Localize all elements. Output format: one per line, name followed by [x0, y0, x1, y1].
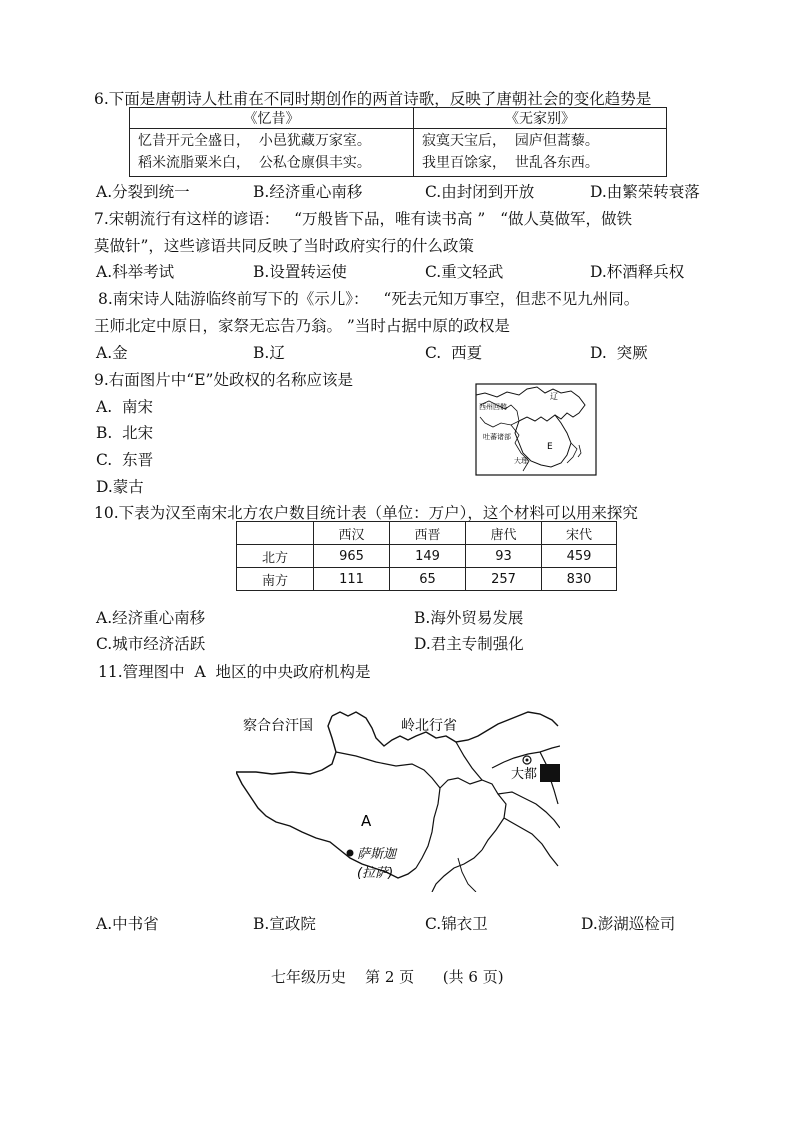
q11-stem: 11.管理图中 A 地区的中央政府机构是 [98, 663, 371, 681]
table-cell: 257 [466, 568, 542, 591]
q6-option-a: A.分裂到统一 [96, 183, 190, 201]
map-border-south [236, 772, 416, 878]
table-cell: 111 [314, 568, 390, 591]
map-sakya-marker [347, 850, 354, 857]
table-cell: 宋代 [542, 522, 617, 545]
q7-stem-line2: 莫做针”，这些谚语共同反映了当时政府实行的什么政策 [94, 237, 474, 255]
poem-left-line2: 稻米流脂粟米白， 公私仓廪俱丰实。 [138, 155, 371, 171]
q10-stem: 10.下表为汉至南宋北方农户数目统计表（单位：万户），这个材料可以用来探究 [94, 504, 638, 522]
map-border-gansu [456, 742, 482, 780]
table-cell: 南方 [237, 568, 314, 591]
map-label-xizhou: 西州回鹘 [479, 403, 507, 411]
map-label-e: E [547, 442, 553, 452]
q7-stem-line1: 7.宋朝流行有这样的谚语： “万般皆下品，唯有读书高 ” “做人莫做军，做铁 [94, 210, 633, 228]
poem-right-line2: 我里百馀家， 世乱各东西。 [422, 155, 599, 171]
table-cell: 93 [466, 545, 542, 568]
poem-right-line1: 寂寞天宝后， 园庐但蒿藜。 [422, 133, 599, 149]
q11-option-a: A.中书省 [96, 915, 159, 933]
map-label-a: A [361, 812, 372, 830]
q11-yuan-map [236, 708, 560, 892]
map-label-chagatai: 察合台汗国 [243, 718, 313, 734]
map-border-southwest [458, 858, 476, 892]
q9-option-c: C. 东晋 [96, 451, 154, 469]
map-frame [476, 384, 596, 475]
table-cell: 北方 [237, 545, 314, 568]
q6-option-d: D.由繁荣转衰落 [590, 183, 700, 201]
map-label-sakya: 萨斯迦 [357, 847, 397, 862]
page-footer: 七年级历史 第 2 页 (共 6 页) [271, 968, 504, 986]
q11-option-c: C.锦衣卫 [425, 915, 488, 933]
map-label-lhasa: (拉萨) [357, 866, 394, 881]
q11-option-b: B.宣政院 [253, 915, 316, 933]
q8-stem-line2: 王师北定中原日，家祭无忘告乃翁。 ”当时占据中原的政权是 [94, 317, 510, 335]
q10-option-c: C.城市经济活跃 [96, 635, 206, 653]
map-border-a-north [336, 752, 440, 788]
table-cell: 459 [542, 545, 617, 568]
table-cell: 唐代 [466, 522, 542, 545]
q11-option-d: D.澎湖巡检司 [581, 915, 676, 933]
poem-left-line1: 忆昔开元全盛日， 小邑犹藏万家室。 [138, 133, 371, 149]
poem-right-title: 《无家别》 [414, 108, 667, 129]
map-border-huguang [504, 818, 558, 866]
q6-stem: 6.下面是唐朝诗人杜甫在不同时期创作的两首诗歌，反映了唐朝社会的变化趋势是 [94, 90, 652, 108]
q9-stem: 9.右面图片中“E”处政权的名称应该是 [94, 371, 353, 389]
table-cell: 149 [390, 545, 466, 568]
map-border-a-east [416, 788, 440, 868]
q9-option-b: B. 北宋 [96, 424, 154, 442]
q6-poem-table [129, 107, 667, 177]
table-cell: 965 [314, 545, 390, 568]
q10-option-d: D.君主专制强化 [414, 635, 524, 653]
map-dadu-block [540, 764, 560, 782]
q8-option-d: D. 突厥 [590, 344, 648, 362]
map-border-shaanxi [498, 792, 560, 828]
q9-option-d: D.蒙古 [96, 478, 144, 496]
map-label-dadu: 大都 [511, 767, 538, 782]
map-label-liao: 辽 [550, 392, 558, 401]
table-row [237, 545, 617, 568]
q7-option-c: C.重文轻武 [425, 263, 504, 281]
map-label-lingbei: 岭北行省 [401, 718, 457, 734]
table-header-row [237, 522, 617, 545]
map-border-yunnan [432, 850, 482, 892]
table-cell: 西汉 [314, 522, 390, 545]
table-row [237, 568, 617, 591]
q8-stem-line1: 8.南宋诗人陆游临终前写下的《示儿》： “死去元知万事空，但悲不见九州同。 [98, 290, 640, 308]
poem-left-title: 《忆昔》 [130, 108, 414, 129]
q8-option-b: B.辽 [253, 344, 285, 362]
poem-right-body [414, 129, 667, 177]
map-label-dali: 大理 [514, 457, 528, 465]
poem-left-body [130, 129, 414, 177]
table-cell: 西晋 [390, 522, 466, 545]
q10-household-table [236, 521, 617, 591]
q7-option-d: D.杯酒释兵权 [590, 263, 685, 281]
map-dadu-marker-dot [526, 759, 529, 762]
table-cell: 65 [390, 568, 466, 591]
q7-option-b: B.设置转运使 [253, 263, 347, 281]
q6-option-c: C.由封闭到开放 [425, 183, 535, 201]
q9-option-a: A. 南宋 [96, 398, 153, 416]
map-label-tubo: 吐蕃诸部 [483, 433, 511, 441]
table-cell [237, 522, 314, 545]
table-cell: 830 [542, 568, 617, 591]
q8-option-c: C. 西夏 [425, 344, 483, 362]
q10-option-b: B.海外贸易发展 [414, 609, 524, 627]
q6-option-b: B.经济重心南移 [253, 183, 363, 201]
q7-option-a: A.科举考试 [96, 263, 175, 281]
q10-option-a: A.经济重心南移 [96, 609, 206, 627]
q8-option-a: A.金 [96, 344, 128, 362]
q9-song-map [475, 383, 597, 476]
map-border-sichuan [440, 778, 506, 850]
